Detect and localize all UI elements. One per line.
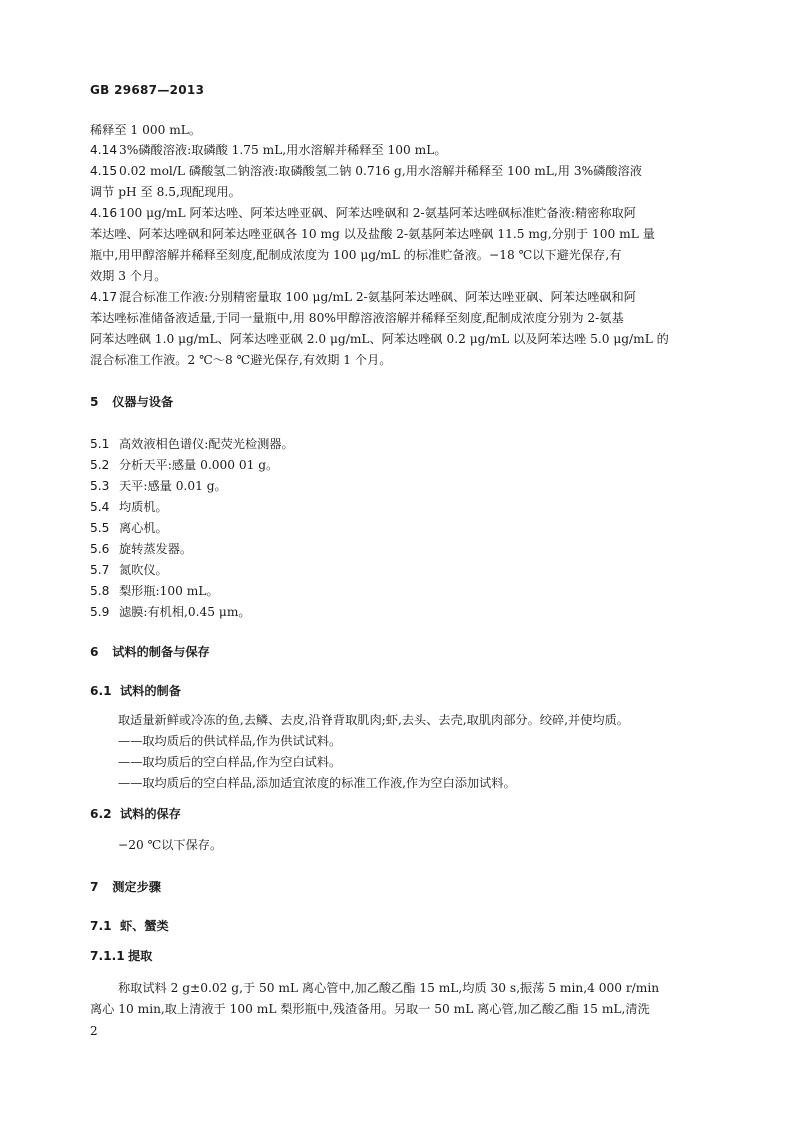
text-line: 调节 pH 至 8.5,现配现用。 [90, 185, 241, 199]
section-7-heading [90, 879, 710, 895]
subsection-7-1-1-heading [90, 948, 710, 964]
section-title: 试料的制备与保存 [112, 645, 210, 659]
section-title: 仪器与设备 [112, 395, 174, 409]
clause-number: 5.4 [90, 500, 110, 514]
clause-number: 5.7 [90, 563, 110, 577]
clause-5-4 [90, 499, 710, 515]
clause-number: 5.1 [90, 437, 110, 451]
clause-text: 分析天平:感量 0.000 01 g。 [119, 458, 279, 472]
subsection-number: 7.1 [90, 919, 112, 933]
clause-number: 4.14 [90, 143, 118, 157]
subsection-6-1-heading [90, 683, 710, 699]
text-line: 稀释至 1 000 mL。 [90, 123, 202, 137]
subsection-title: 试料的制备 [120, 684, 181, 698]
dash-item: ——取均质后的空白样品,作为空白试料。 [118, 755, 342, 769]
clause-5-9 [90, 604, 710, 620]
clause-5-3 [90, 478, 710, 494]
clause-5-6 [90, 541, 710, 557]
clause-text: 0.02 mol/L 磷酸氢二钠溶液:取磷酸氢二钠 0.716 g,用水溶解并稀释至 100 mL,用 3%磷酸溶液 [119, 164, 642, 178]
text-line: 苯达唑、阿苯达唑砜和阿苯达唑亚砜各 10 mg 以及盐酸 2-氨基阿苯达唑砜 11.5 mg,分别于 100 mL 量 [90, 227, 655, 241]
clause-5-1 [90, 436, 710, 452]
dash-item: ——取均质后的供试样品,作为供试试料。 [118, 734, 342, 748]
subsection-number: 7.1.1 [90, 949, 125, 963]
clause-text: 滤膜:有机相,0.45 μm。 [119, 605, 251, 619]
clause-number: 5.3 [90, 479, 110, 493]
clause-4-16 [90, 205, 710, 221]
clause-number: 5.2 [90, 458, 110, 472]
paragraph: 取适量新鲜或冷冻的鱼,去鳞、去皮,沿脊背取肌肉;虾,去头、去壳,取肌肉部分。绞碎,并使均质。 [118, 713, 629, 727]
text-line: 混合标准工作液。2 ℃～8 ℃避光保存,有效期 1 个月。 [90, 353, 392, 367]
text-line: 效期 3 个月。 [90, 269, 167, 283]
clause-text: 高效液相色谱仪:配荧光检测器。 [119, 437, 294, 451]
text-line: 瓶中,用甲醇溶解并稀释至刻度,配制成浓度为 100 μg/mL 的标准贮备液。−18 ℃以下避光保存,有 [90, 248, 622, 262]
section-title: 测定步骤 [112, 880, 161, 894]
clause-4-15 [90, 163, 710, 179]
clause-number: 4.16 [90, 206, 118, 220]
section-5-heading [90, 394, 710, 410]
clause-5-7 [90, 562, 710, 578]
page-number: 2 [90, 1024, 98, 1038]
text-line: 阿苯达唑砜 1.0 μg/mL、阿苯达唑亚砜 2.0 μg/mL、阿苯达唑砜 0.2 μg/mL 以及阿苯达唑 5.0 μg/mL 的 [90, 332, 669, 346]
clause-text: 离心机。 [119, 521, 168, 535]
clause-text: 均质机。 [119, 500, 168, 514]
paragraph: −20 ℃以下保存。 [118, 838, 223, 852]
subsection-title: 虾、蟹类 [120, 919, 169, 933]
clause-text: 旋转蒸发器。 [119, 542, 193, 556]
clause-5-8 [90, 583, 710, 599]
clause-number: 5.5 [90, 521, 110, 535]
section-number: 5 [90, 395, 99, 409]
subsection-title: 提取 [128, 949, 153, 963]
clause-4-17 [90, 289, 710, 305]
subsection-number: 6.1 [90, 684, 112, 698]
clause-text: 天平:感量 0.01 g。 [119, 479, 227, 493]
section-number: 6 [90, 645, 99, 659]
subsection-number: 6.2 [90, 807, 112, 821]
clause-text: 氮吹仪。 [119, 563, 168, 577]
clause-number: 4.15 [90, 164, 118, 178]
clause-4-14 [90, 142, 710, 158]
clause-number: 4.17 [90, 290, 118, 304]
clause-5-2 [90, 457, 710, 473]
clause-text: 梨形瓶:100 mL。 [119, 584, 219, 598]
subsection-title: 试料的保存 [120, 807, 181, 821]
paragraph: 称取试料 2 g±0.02 g,于 50 mL 离心管中,加乙酸乙酯 15 mL,均质 30 s,振荡 5 min,4 000 r/min [118, 981, 660, 995]
clause-text: 混合标准工作液:分别精密量取 100 μg/mL 2-氨基阿苯达唑砜、阿苯达唑亚砜、阿苯达唑砜和阿 [119, 290, 636, 304]
text-line: 离心 10 min,取上清液于 100 mL 梨形瓶中,残渣备用。另取一 50 mL 离心管,加乙酸乙酯 15 mL,清洗 [90, 1002, 650, 1016]
section-number: 7 [90, 880, 99, 894]
standard-code-header: GB 29687—2013 [90, 83, 205, 97]
clause-5-5 [90, 520, 710, 536]
subsection-6-2-heading [90, 806, 710, 822]
text-line: 苯达唑标准储备液适量,于同一量瓶中,用 80%甲醇溶液溶解并稀释至刻度,配制成浓度分别为 2-氨基 [90, 311, 624, 325]
subsection-7-1-heading [90, 918, 710, 934]
clause-number: 5.9 [90, 605, 110, 619]
dash-item: ——取均质后的空白样品,添加适宜浓度的标准工作液,作为空白添加试料。 [118, 776, 516, 790]
clause-number: 5.6 [90, 542, 110, 556]
clause-text: 3%磷酸溶液:取磷酸 1.75 mL,用水溶解并稀释至 100 mL。 [119, 143, 447, 157]
section-6-heading [90, 644, 710, 660]
clause-text: 100 μg/mL 阿苯达唑、阿苯达唑亚砜、阿苯达唑砜和 2-氨基阿苯达唑砜标准贮备液:精密称取阿 [119, 206, 636, 220]
clause-number: 5.8 [90, 584, 110, 598]
